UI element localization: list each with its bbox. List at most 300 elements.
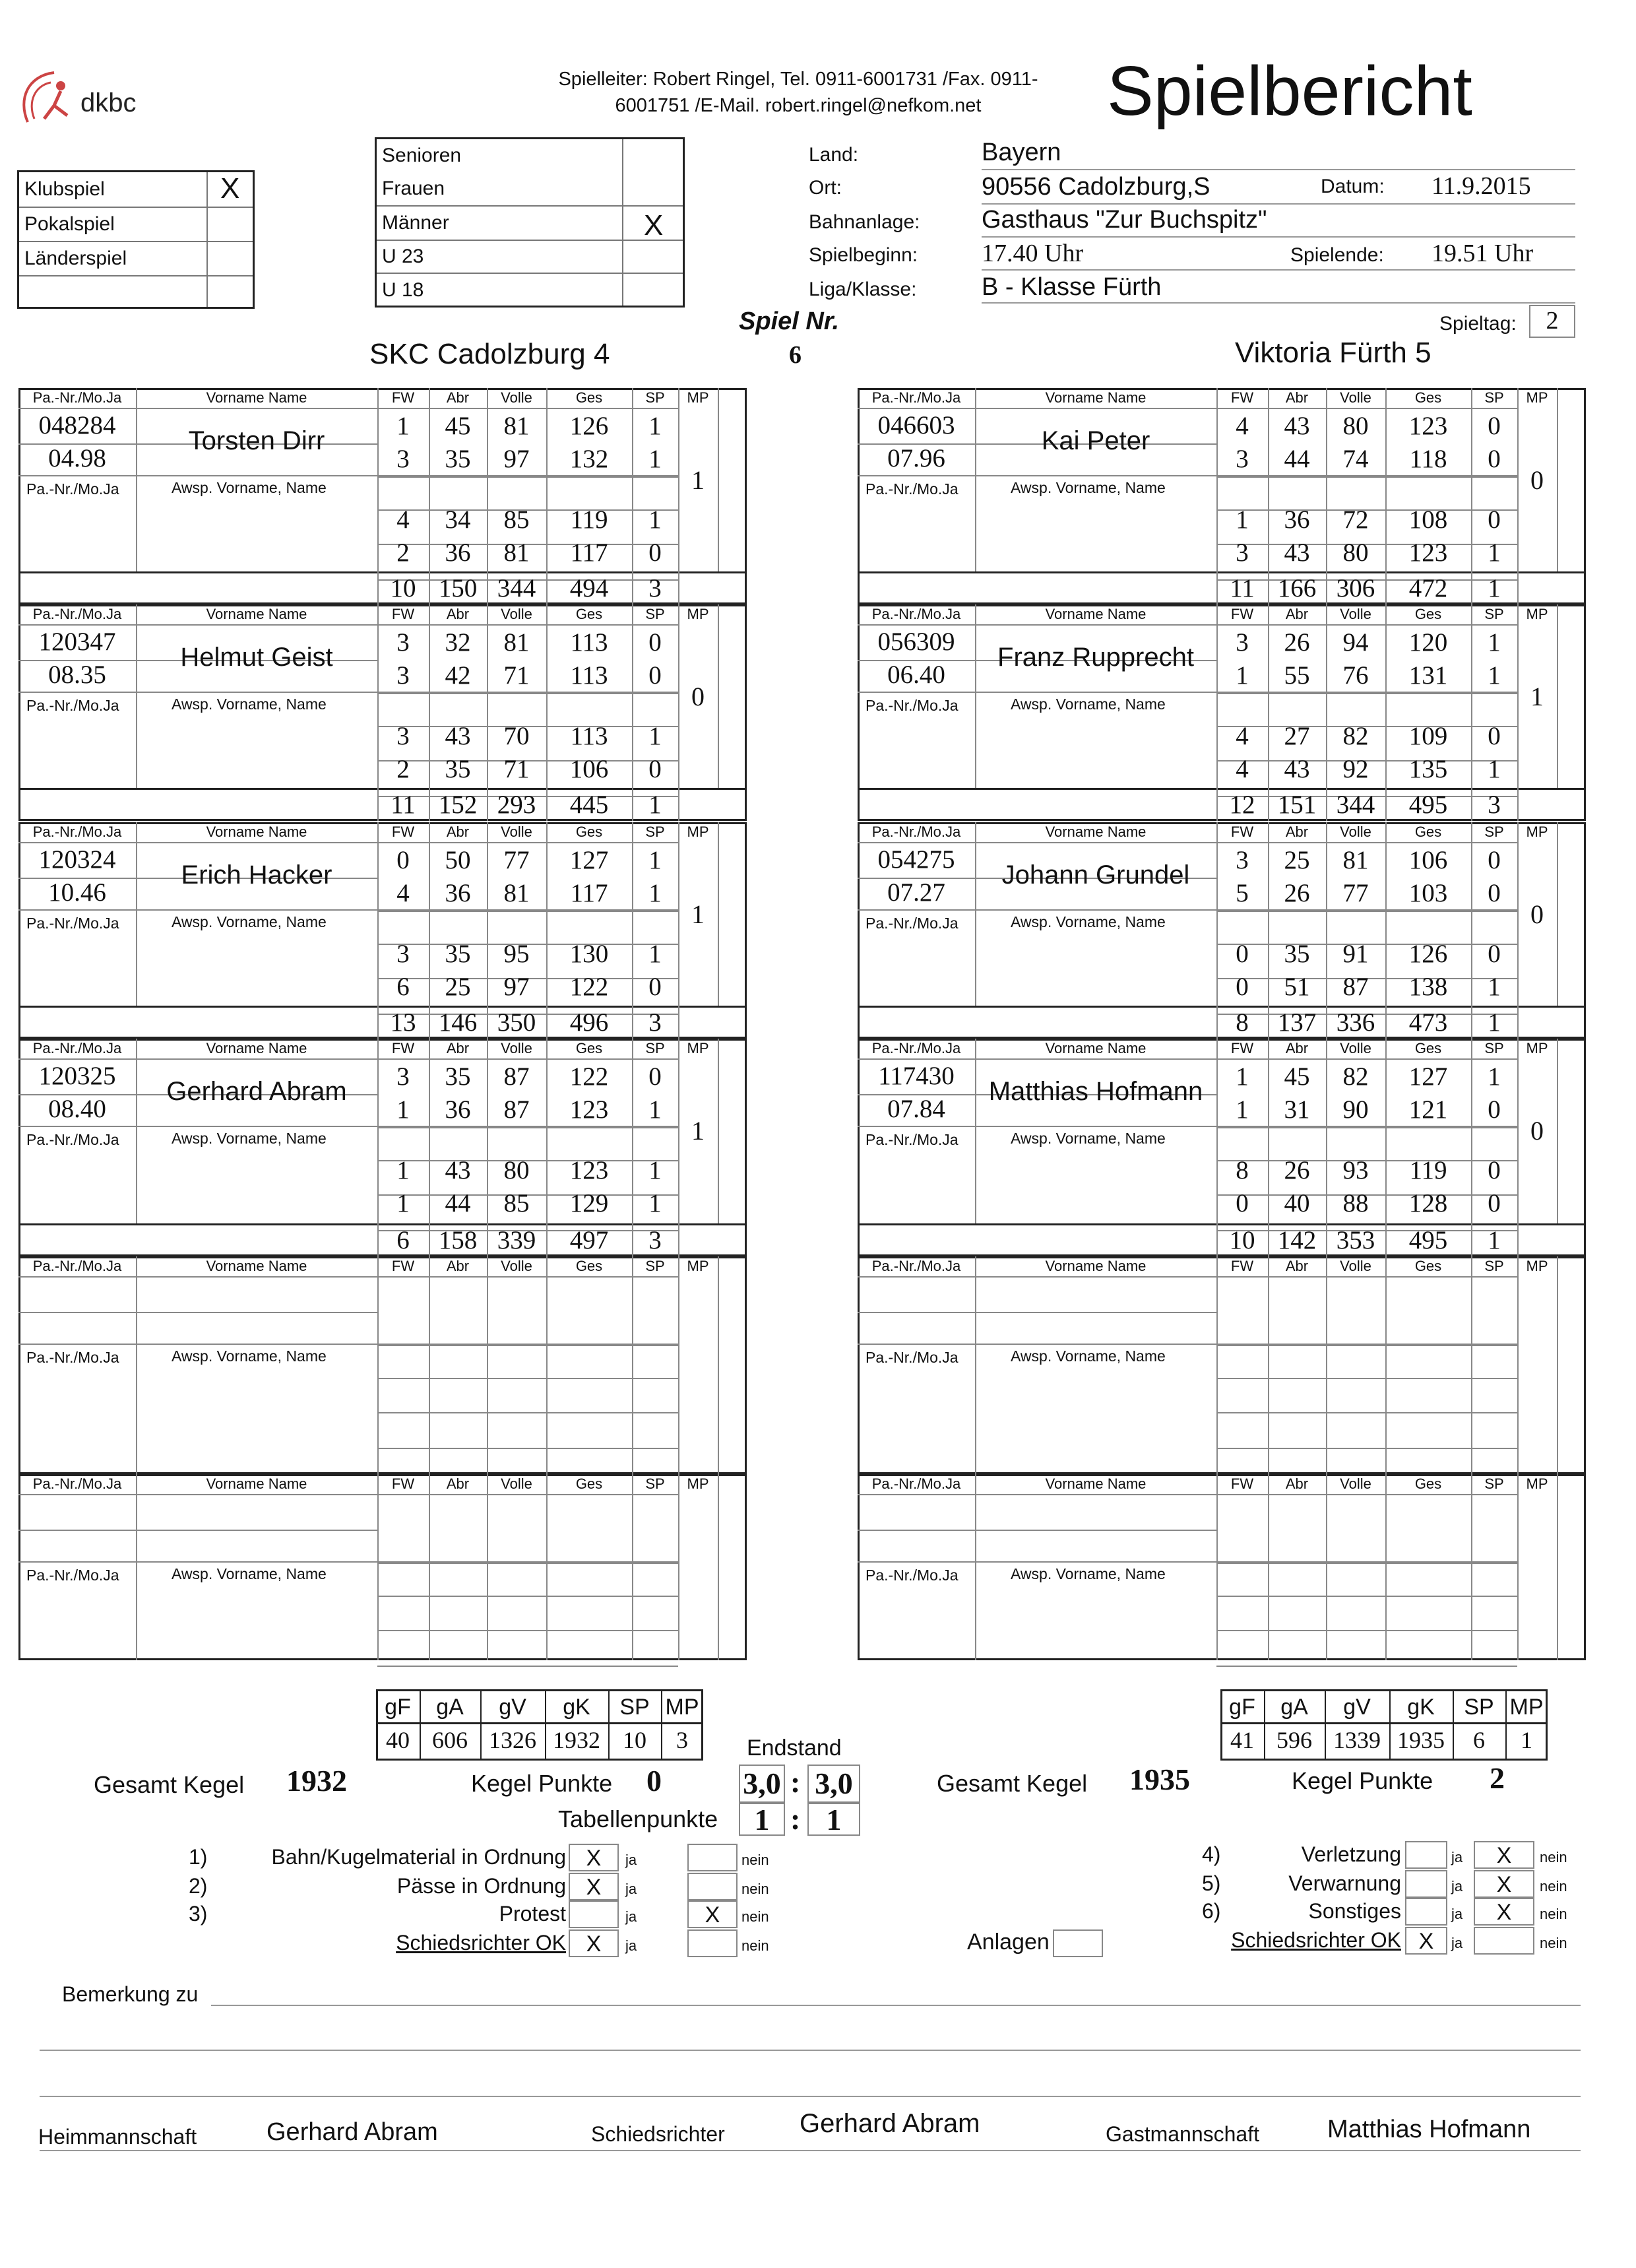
ende-label: Spielende: [1290,244,1384,266]
score-cell: 2 [396,538,410,567]
header-abr: Abr [446,1258,470,1274]
grid-line [18,1344,678,1345]
category-row: U 23 [377,241,683,274]
header-abr: Abr [1285,606,1309,622]
player-mp: 0 [1530,899,1544,929]
total-cell: 336 [1336,1008,1375,1037]
score-cell: 72 [1342,505,1369,534]
check-ja-box: X [1405,1927,1447,1955]
score-cell: 80 [503,1156,530,1184]
awsp-pnr-label: Pa.-Nr./Mo.Ja [865,1131,959,1148]
total-cell: 137 [1277,1008,1317,1037]
grid-vline [678,788,679,821]
score-cell: 32 [445,628,471,657]
score-cell: 0 [1236,940,1249,968]
summary-value: 3 [676,1727,688,1753]
score-cell: 3 [396,940,410,968]
score-cell: 129 [569,1189,609,1217]
player-mp: 0 [1530,1116,1544,1146]
score-cell: 5 [1236,879,1249,907]
score-cell: 0 [648,628,662,657]
grid-line [1216,1630,1517,1631]
endstand-colon: : [790,1765,801,1799]
check-ja-box [1405,1898,1447,1926]
score-cell: 82 [1342,722,1369,750]
check-ja-box: X [569,1873,619,1900]
score-cell: 92 [1342,755,1369,783]
score-cell: 81 [1342,846,1369,874]
header-volle: Volle [501,1040,532,1056]
grid-line [18,1312,377,1313]
bemerkung-label: Bemerkung zu [62,1982,199,2006]
anlagen-label: Anlagen [967,1929,1050,1955]
total-cell: 11 [391,791,416,819]
match-type-box [17,170,255,309]
score-cell: 90 [1342,1095,1369,1124]
score-cell: 93 [1342,1156,1369,1184]
awsp-pnr-label: Pa.-Nr./Mo.Ja [26,915,119,932]
score-cell: 43 [445,1156,471,1184]
grid-vline [975,822,976,1006]
score-cell: 94 [1342,628,1369,657]
dkbc-logo [15,66,166,139]
score-cell: 45 [445,412,471,440]
grid-line [1216,1378,1517,1379]
nein-label: nein [741,1881,769,1897]
grid-line [858,1126,1517,1127]
header-mp: MP [1526,1040,1548,1056]
grid-line [377,1563,678,1564]
grid-vline [1517,571,1519,604]
grid-vline [632,1474,633,1660]
score-cell: 1 [396,1095,410,1124]
liga-value: B - Klasse Fürth [982,273,1162,301]
summary-header: MP [1509,1695,1544,1720]
awsp-name-label: Awsp. Vorname, Name [172,696,327,713]
grid-line [1216,1345,1517,1346]
header-name: Vorname Name [206,389,307,406]
logo-text: dkbc [80,88,137,117]
grid-vline [1557,388,1558,571]
grid-vline [1268,1256,1269,1474]
header-pnr: Pa.-Nr./Mo.Ja [32,389,122,406]
score-cell: 1 [1236,661,1249,690]
ja-label: ja [625,1852,637,1868]
check-nein-box [687,1844,738,1871]
beginn-value: 17.40 Uhr [982,240,1084,267]
header-sp: SP [645,824,665,840]
header-abr: Abr [1285,389,1309,406]
player-name: Gerhard Abram [166,1077,347,1106]
total-cell: 3 [1488,791,1501,819]
header-volle: Volle [1340,389,1371,406]
score-cell: 135 [1408,755,1448,783]
header-fw: FW [391,1258,415,1274]
score-cell: 1 [396,412,410,440]
total-cell: 3 [648,574,662,602]
player-birth: 07.96 [887,444,945,472]
player-passnr: 120325 [38,1062,116,1090]
score-cell: 106 [569,755,609,783]
summary-value: 10 [623,1727,646,1753]
score-cell: 132 [569,445,609,473]
header-abr: Abr [446,1040,470,1056]
grid-vline [975,1256,976,1474]
score-cell: 35 [445,940,471,968]
land-label: Land: [809,144,859,166]
header-sp: SP [645,1475,665,1492]
score-cell: 0 [1488,412,1501,440]
total-cell: 10 [1229,1226,1255,1254]
score-cell: 0 [1236,1189,1249,1217]
ja-label: ja [1451,1935,1463,1951]
bowler-icon [15,66,80,139]
score-cell: 117 [570,879,608,907]
header-ges: Ges [1414,824,1442,840]
home-gesamt-label: Gesamt Kegel [94,1771,245,1798]
header-abr: Abr [1285,1258,1309,1274]
league-leader-contact [508,66,1088,119]
total-cell: 152 [438,791,478,819]
summary-header: gK [563,1695,590,1720]
header-pnr: Pa.-Nr./Mo.Ja [871,1258,961,1274]
score-cell: 80 [1342,538,1369,567]
spielnr-value: 6 [789,341,802,369]
header-volle: Volle [1340,606,1371,622]
header-fw: FW [391,606,415,622]
grid-line [18,624,377,626]
score-cell: 91 [1342,940,1369,968]
check-num: 4) [1202,1842,1221,1866]
summary-value: 606 [432,1727,468,1753]
header-ges: Ges [575,1475,603,1492]
summary-line [376,1722,703,1724]
score-cell: 8 [1236,1156,1249,1184]
check-label: Schiedsrichter OK [1231,1928,1401,1952]
score-cell: 3 [396,661,410,690]
player-passnr: 120324 [38,845,116,874]
total-cell: 8 [1236,1008,1249,1037]
grid-line [18,1494,377,1495]
check-num: 1) [189,1845,208,1869]
score-cell: 27 [1284,722,1310,750]
awsp-pnr-label: Pa.-Nr./Mo.Ja [26,1131,119,1148]
score-cell: 1 [1488,628,1501,657]
grid-vline [1557,1256,1558,1474]
header-fw: FW [1230,1475,1254,1492]
player-birth: 06.40 [887,661,945,689]
score-cell: 121 [1408,1095,1448,1124]
heim-label: Heimmannschaft [38,2125,197,2149]
player-name: Johann Grundel [1001,860,1190,890]
grid-line [18,1530,377,1531]
grid-line [858,692,1517,693]
player-birth: 08.40 [48,1095,106,1123]
header-mp: MP [1526,606,1548,622]
header-ges: Ges [575,389,603,406]
leader-line-1: Spielleiter: Robert Ringel, Tel. 0911-6001731 /Fax. 0911- [558,69,1038,90]
score-cell: 35 [445,445,471,473]
score-cell: 127 [569,846,609,874]
header-fw: FW [1230,1040,1254,1056]
grid-vline [678,1006,679,1039]
score-cell: 1 [1488,661,1501,690]
category-row: U 18 [382,279,424,301]
page-title: Spielbericht [1107,52,1472,130]
grid-vline [136,1256,137,1474]
check-ja-box [1405,1870,1447,1898]
header-fw: FW [1230,1258,1254,1274]
awsp-name-label: Awsp. Vorname, Name [1011,1130,1166,1147]
grid-line [858,842,1216,843]
check-label: Schiedsrichter OK [396,1931,566,1955]
awsp-name-label: Awsp. Vorname, Name [172,479,327,496]
score-cell: 3 [1236,445,1249,473]
score-cell: 0 [1488,445,1501,473]
awsp-name-label: Awsp. Vorname, Name [1011,696,1166,713]
grid-line [18,475,678,476]
player-passnr: 056309 [877,628,955,656]
score-cell: 85 [503,1189,530,1217]
total-cell: 306 [1336,574,1375,602]
grid-vline [632,1256,633,1474]
check-label: Pässe in Ordnung [396,1874,566,1898]
awsp-pnr-label: Pa.-Nr./Mo.Ja [26,1567,119,1584]
grid-line [377,911,678,912]
score-cell: 1 [648,1156,662,1184]
score-cell: 1 [648,1189,662,1217]
grid-vline [1326,1474,1327,1660]
score-cell: 50 [445,846,471,874]
type-row: Länderspiel [19,242,253,276]
ort-value: 90556 Cadolzburg,S [982,173,1211,201]
header-ges: Ges [575,1258,603,1274]
ort-label: Ort: [809,177,842,199]
check-nein-box [687,1873,738,1900]
nein-label: nein [1540,1906,1567,1922]
score-cell: 77 [503,846,530,874]
grid-line [1216,1666,1517,1667]
header-pnr: Pa.-Nr./Mo.Ja [871,1475,961,1492]
awsp-pnr-label: Pa.-Nr./Mo.Ja [865,1567,959,1584]
grid-vline [1517,1006,1519,1039]
type-mark: X [220,172,240,205]
check-ja-box [569,1900,619,1928]
score-cell: 25 [1284,846,1310,874]
score-cell: 1 [648,940,662,968]
header-mp: MP [687,1040,709,1056]
score-cell: 34 [445,505,471,534]
ja-label: ja [625,1937,637,1954]
grid-line [1216,1563,1517,1564]
score-cell: 1 [1488,755,1501,783]
score-cell: 31 [1284,1095,1310,1124]
grid-vline [678,1256,679,1474]
header-abr: Abr [1285,1475,1309,1492]
score-cell: 71 [503,661,530,690]
grid-line [858,909,1517,911]
header-mp: MP [1526,824,1548,840]
player-block [18,1256,747,1474]
player-name: Matthias Hofmann [988,1077,1203,1106]
score-cell: 119 [570,505,608,534]
header-mp: MP [1526,1475,1548,1492]
header-name: Vorname Name [206,1040,307,1056]
grid-line [1216,1448,1517,1449]
awsp-pnr-label: Pa.-Nr./Mo.Ja [865,697,959,714]
summary-value: 6 [1473,1727,1485,1753]
grid-vline [136,1039,137,1223]
check-ja-box [1405,1841,1447,1869]
player-passnr: 054275 [877,845,955,874]
header-sp: SP [1484,1475,1504,1492]
score-cell: 43 [1284,538,1310,567]
score-cell: 0 [1488,1156,1501,1184]
spieltag-value: 2 [1529,305,1575,338]
header-volle: Volle [1340,1040,1371,1056]
heim-signature: Gerhard Abram [267,2118,438,2146]
grid-line [858,624,1216,626]
grid-vline [678,571,679,604]
grid-vline [1557,822,1558,1006]
total-cell: 496 [569,1008,609,1037]
score-cell: 123 [1408,412,1448,440]
header-mp: MP [1526,1258,1548,1274]
player-passnr: 120347 [38,628,116,656]
grid-vline [429,1474,430,1660]
type-row: Klubspiel [19,172,253,208]
player-block [858,1474,1586,1660]
header-fw: FW [1230,824,1254,840]
score-cell: 71 [503,755,530,783]
score-cell: 123 [1408,538,1448,567]
grid-line [18,842,377,843]
score-cell: 35 [1284,940,1310,968]
score-cell: 2 [396,755,410,783]
datum-label: Datum: [1321,176,1385,197]
check-nein-box: X [1474,1870,1534,1898]
tp-colon: : [790,1802,801,1836]
grid-line [18,408,377,409]
check-nein-box: X [1474,1841,1534,1869]
summary-value: 1339 [1333,1727,1381,1753]
grid-vline [718,1474,719,1660]
awsp-name-label: Awsp. Vorname, Name [1011,479,1166,496]
score-cell: 45 [1284,1062,1310,1091]
check-label: Bahn/Kugelmaterial in Ordnung [271,1845,566,1869]
score-cell: 97 [503,445,530,473]
grid-vline [1216,1474,1218,1660]
grid-line [858,1494,1216,1495]
ja-label: ja [1451,1849,1463,1865]
score-cell: 1 [648,445,662,473]
score-cell: 3 [396,628,410,657]
total-cell: 495 [1408,791,1448,819]
score-cell: 35 [445,755,471,783]
player-mp: 1 [1530,682,1544,711]
player-birth: 08.35 [48,661,106,689]
score-cell: 4 [396,505,410,534]
score-cell: 138 [1408,973,1448,1001]
grid-vline [377,1474,379,1660]
header-sp: SP [645,1040,665,1056]
header-ges: Ges [575,606,603,622]
bahn-label: Bahnanlage: [809,211,920,233]
gast-signature: Matthias Hofmann [1327,2116,1531,2143]
total-cell: 142 [1277,1226,1317,1254]
grid-line [377,842,678,843]
awsp-name-label: Awsp. Vorname, Name [172,1565,327,1582]
ja-label: ja [1451,1906,1463,1922]
player-mp: 1 [691,899,705,929]
awsp-pnr-label: Pa.-Nr./Mo.Ja [865,1349,959,1366]
grid-line [18,1058,377,1060]
schiri-label: Schiedsrichter [591,2122,725,2146]
score-cell: 4 [1236,755,1249,783]
liga-label: Liga/Klasse: [809,278,917,300]
score-cell: 87 [503,1095,530,1124]
score-cell: 1 [648,722,662,750]
grid-line [377,1448,678,1449]
score-cell: 131 [1408,661,1448,690]
score-cell: 1 [648,1095,662,1124]
grid-line [1216,408,1517,409]
home-endstand: 3,0 [739,1765,785,1804]
player-birth: 07.84 [887,1095,945,1123]
total-cell: 150 [438,574,478,602]
land-value: Bayern [982,139,1061,166]
grid-line [377,1666,678,1667]
grid-line [18,1126,678,1127]
total-cell: 1 [1488,574,1501,602]
grid-line [1216,476,1517,478]
header-name: Vorname Name [206,824,307,840]
header-volle: Volle [1340,1475,1371,1492]
summary-line [1220,1722,1548,1724]
grid-vline [546,1256,548,1474]
summary-value: 1 [1521,1727,1532,1753]
summary-value: 41 [1230,1727,1254,1753]
nein-label: nein [1540,1849,1567,1865]
grid-line [18,909,678,911]
grid-vline [1517,1474,1519,1660]
grid-vline [975,1039,976,1223]
summary-value: 596 [1276,1727,1312,1753]
header-ges: Ges [575,824,603,840]
awsp-pnr-label: Pa.-Nr./Mo.Ja [865,915,959,932]
grid-vline [718,1256,719,1474]
score-cell: 106 [1408,846,1448,874]
score-cell: 1 [1488,1062,1501,1091]
total-cell: 3 [648,1226,662,1254]
header-mp: MP [687,606,709,622]
grid-line [377,1378,678,1379]
summary-header: gV [499,1695,526,1720]
grid-vline [1216,1256,1218,1474]
score-cell: 81 [503,628,530,657]
score-cell: 0 [1236,973,1249,1001]
guest-tabellenpunkte: 1 [807,1801,860,1836]
score-cell: 1 [1488,973,1501,1001]
score-cell: 0 [648,973,662,1001]
score-cell: 87 [1342,973,1369,1001]
header-volle: Volle [501,1475,532,1492]
check-nein-box [1474,1927,1534,1955]
grid-line [1216,1412,1517,1413]
check-num: 5) [1202,1871,1221,1895]
header-name: Vorname Name [1045,389,1147,406]
guest-kegelpunkte-label: Kegel Punkte [1292,1767,1433,1794]
